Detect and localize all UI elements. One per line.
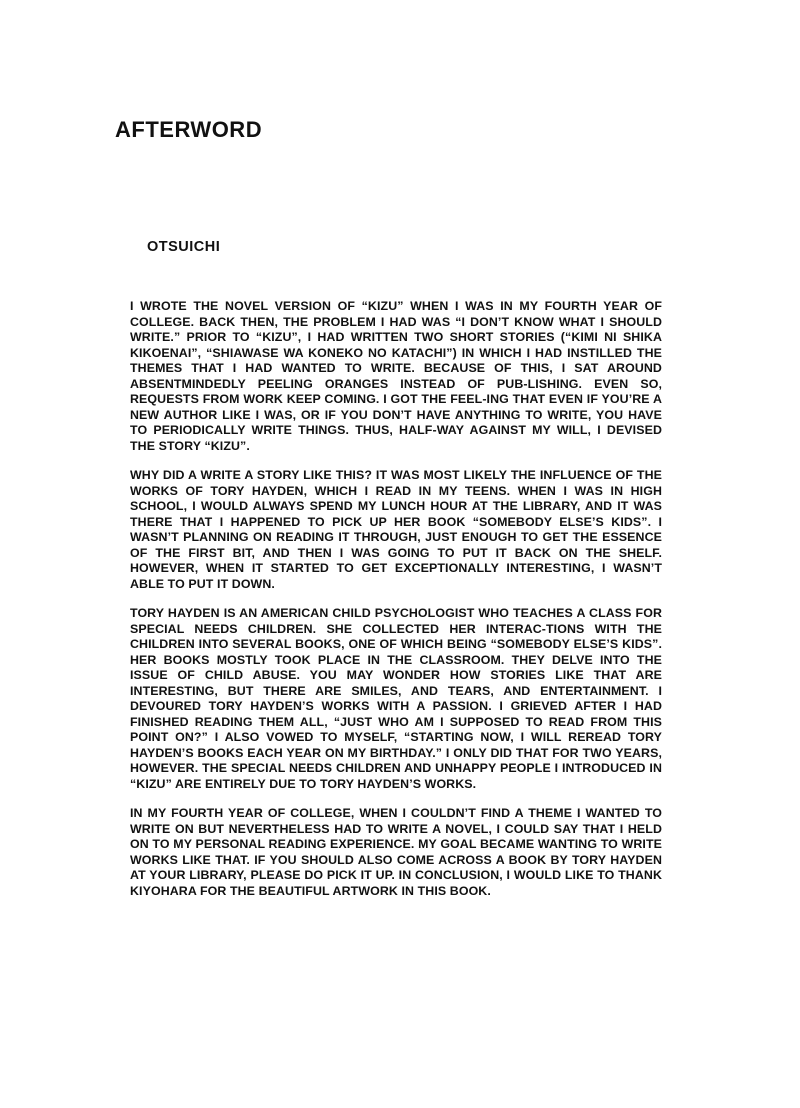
page-title: AFTERWORD — [115, 117, 263, 142]
paragraph-3: TORY HAYDEN IS AN AMERICAN CHILD PSYCHOLOGIST WHO TEACHES A CLASS FOR SPECIAL NEEDS CHILDREN. SHE COLLECTED HER INTERAC-TIONS WITH THE CHILDREN INTO SEVERAL BOOKS, ONE OF WHICH BEING “SOMEBODY ELSE’S KIDS”. HER BOOKS MOSTLY TOOK PLACE IN THE CLASSROOM. THEY DELVE INTO THE ISSUE OF CHILD ABUSE. YOU MAY WONDER HOW STORIES LIKE THAT ARE INTERESTING, BUT THERE ARE SMILES, AND TEARS, AND ENTERTAINMENT. I DEVOURED TORY HAYDEN’S WORKS WITH A PASSION. I GRIEVED AFTER I HAD FINISHED READING THEM ALL, “JUST WHO AM I SUPPOSED TO READ FROM THIS POINT ON?” I ALSO VOWED TO MYSELF, “STARTING NOW, I WILL REREAD TORY HAYDEN’S BOOKS EACH YEAR ON MY BIRTHDAY.” I ONLY DID THAT FOR TWO YEARS, HOWEVER. THE SPECIAL NEEDS CHILDREN AND UNHAPPY PEOPLE I INTRODUCED IN “KIZU” ARE ENTIRELY DUE TO TORY HAYDEN’S WORKS. — [130, 606, 662, 791]
paragraph-1: I WROTE THE NOVEL VERSION OF “KIZU” WHEN I WAS IN MY FOURTH YEAR OF COLLEGE. BACK THEN, THE PROBLEM I HAD WAS “I DON’T KNOW WHAT I SHOULD WRITE.” PRIOR TO “KIZU”, I HAD WRITTEN TWO SHORT STORIES (“KIMI NI SHIKA KIKOENAI”, “SHIAWASE WA KONEKO NO KATACHI”) IN WHICH I HAD INSTILLED THE THEMES THAT I HAD WANTED TO WRITE. BECAUSE OF THIS, I SAT AROUND ABSENTMINDEDLY PEELING ORANGES INSTEAD OF PUB-LISHING. EVEN SO, REQUESTS FROM WORK KEEP COMING. I GOT THE FEEL-ING THAT EVEN IF YOU’RE A NEW AUTHOR LIKE I WAS, OR IF YOU DON’T HAVE ANYTHING TO WRITE, YOU HAVE TO PERIODICALLY WRITE THINGS. THUS, HALF-WAY AGAINST MY WILL, I DEVISED THE STORY “KIZU”. — [130, 299, 662, 453]
paragraph-2: WHY DID A WRITE A STORY LIKE THIS? IT WAS MOST LIKELY THE INFLUENCE OF THE WORKS OF TORY HAYDEN, WHICH I READ IN MY TEENS. WHEN I WAS IN HIGH SCHOOL, I WOULD ALWAYS SPEND MY LUNCH HOUR AT THE LIBRARY, AND IT WAS THERE THAT I HAPPENED TO PICK UP HER BOOK “SOMEBODY ELSE’S KIDS”. I WASN’T PLANNING ON READING IT THROUGH, JUST ENOUGH TO GET THE ESSENCE OF THE FIRST BIT, AND THEN I WAS GOING TO PUT IT BACK ON THE SHELF. HOWEVER, WHEN IT STARTED TO GET EXCEPTIONALLY INTERESTING, I WASN’T ABLE TO PUT IT DOWN. — [130, 468, 662, 591]
author-name: OTSUICHI — [147, 239, 221, 255]
paragraph-4: IN MY FOURTH YEAR OF COLLEGE, WHEN I COULDN’T FIND A THEME I WANTED TO WRITE ON BUT NEVERTHELESS HAD TO WRITE A NOVEL, I COULD SAY THAT I HELD ON TO MY PERSONAL READING EXPERIENCE. MY GOAL BECAME WANTING TO WRITE WORKS LIKE THAT. IF YOU SHOULD ALSO COME ACROSS A BOOK BY TORY HAYDEN AT YOUR LIBRARY, PLEASE DO PICK IT UP. IN CONCLUSION, I WOULD LIKE TO THANK KIYOHARA FOR THE BEAUTIFUL ARTWORK IN THIS BOOK. — [130, 806, 662, 898]
afterword-body — [130, 299, 662, 913]
